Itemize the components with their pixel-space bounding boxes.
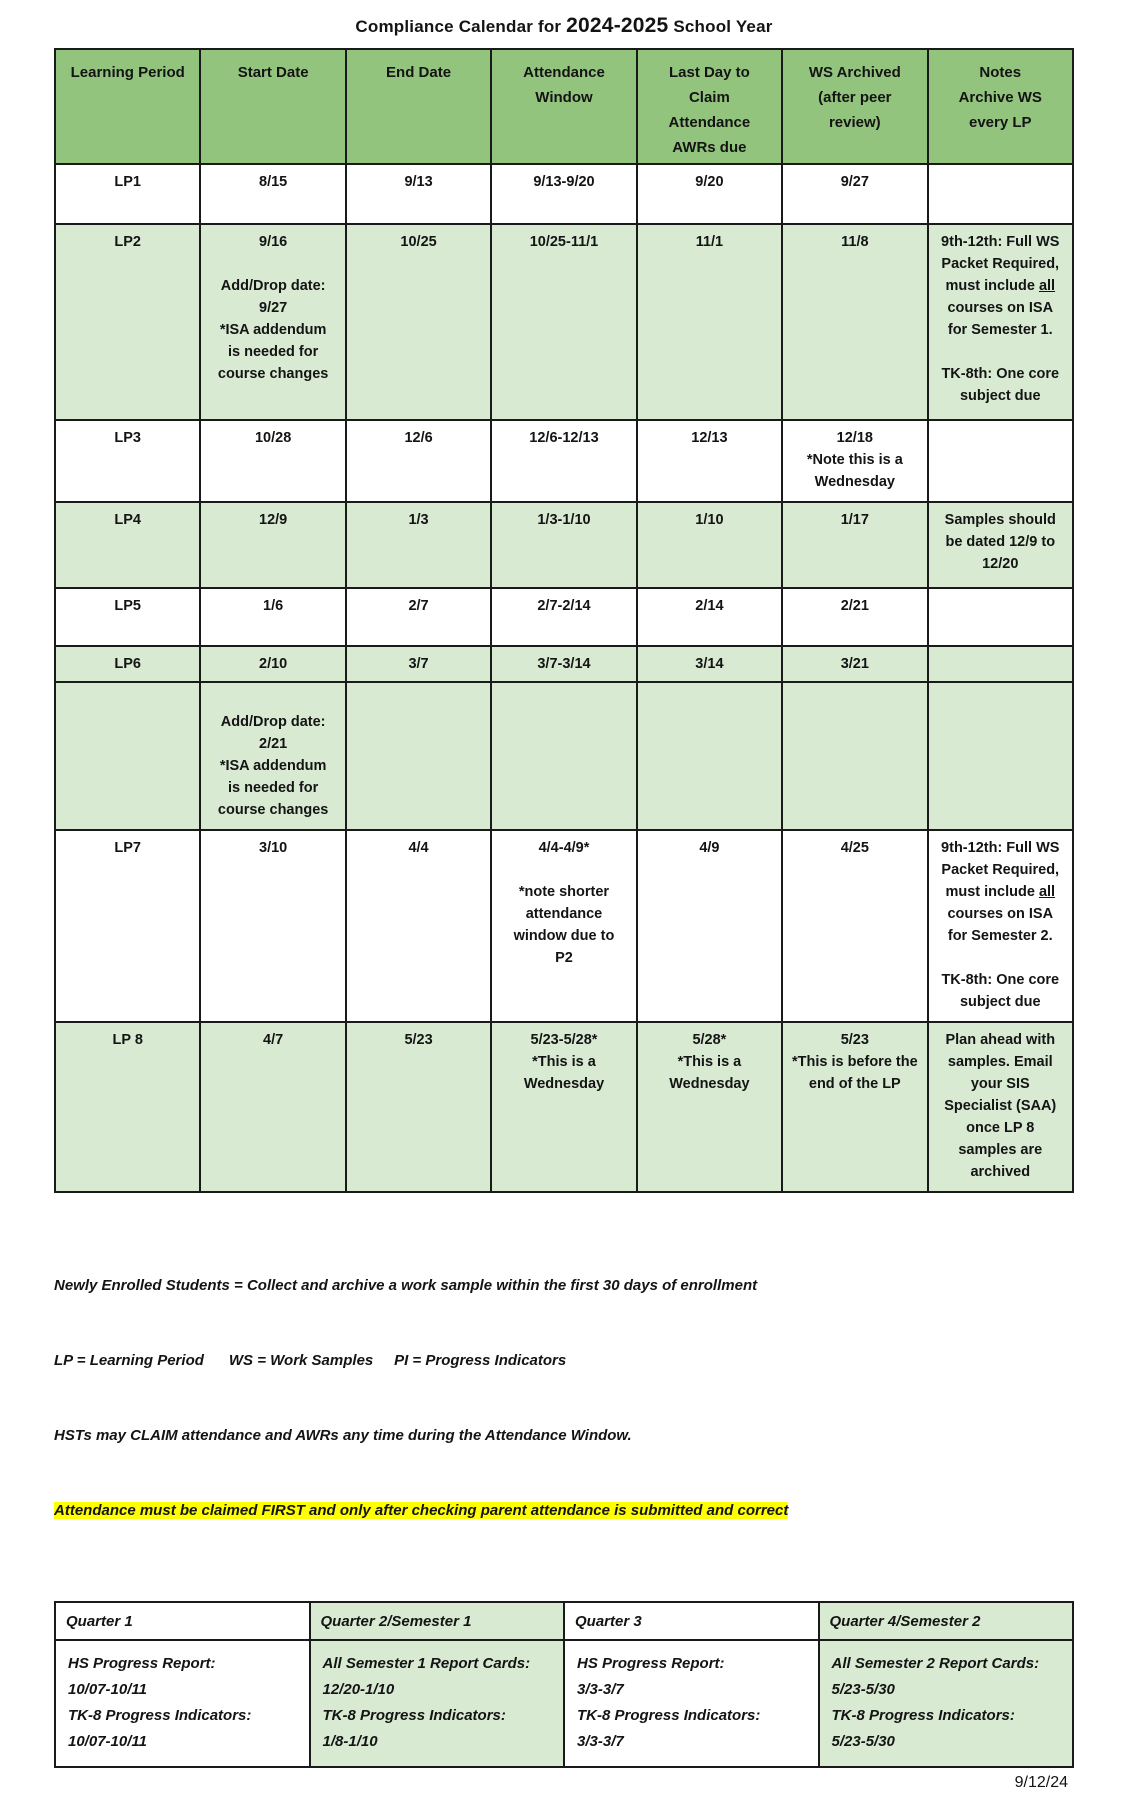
cell-line: Packet Required, — [941, 862, 1060, 878]
cell-line: 3/10 — [259, 840, 288, 856]
header-cell — [346, 49, 491, 164]
cell-line: subject due — [959, 388, 1041, 404]
table-cell — [346, 646, 491, 682]
table-cell — [928, 1022, 1073, 1192]
table-cell — [491, 224, 636, 420]
cell-line: 5/23 — [404, 1032, 433, 1048]
cell-line: 10/25 — [400, 234, 437, 250]
compliance-table-body — [55, 164, 1073, 1192]
quarter-2-header: Quarter 2/Semester 1 — [310, 1602, 565, 1640]
text-segment: must include — [945, 278, 1039, 294]
table-cell — [928, 502, 1073, 588]
notes-section — [54, 1223, 1074, 1573]
cell-line: Learning Period — [70, 64, 185, 81]
table-cell — [491, 164, 636, 224]
cell-line: for Semester 2. — [947, 928, 1053, 944]
cell-line — [207, 689, 338, 711]
cell-line: end of the LP — [808, 1076, 901, 1092]
cell-line: Attendance — [668, 114, 751, 131]
underlined-text: all — [1038, 278, 1056, 294]
table-row — [55, 224, 1073, 420]
quarter-line: 5/23-5/30 — [831, 1733, 895, 1750]
cell-line: 1/10 — [695, 512, 724, 528]
compliance-table-head — [55, 49, 1073, 164]
table-row — [55, 420, 1073, 502]
cell-line: course changes — [217, 802, 329, 818]
cell-line: 9/16 — [259, 234, 288, 250]
cell-line: 5/23 — [840, 1032, 869, 1048]
cell-line: 2/21 — [259, 736, 288, 752]
cell-line: 3/21 — [840, 656, 869, 672]
cell-line: LP4 — [114, 512, 141, 528]
quarter-line: 12/20-1/10 — [322, 1681, 395, 1698]
table-cell — [346, 830, 491, 1022]
cell-line: 4/7 — [263, 1032, 284, 1048]
table-cell — [637, 502, 782, 588]
cell-line: 4/25 — [840, 840, 869, 856]
cell-line: *ISA addendum — [219, 322, 327, 338]
cell-line: P2 — [555, 950, 573, 966]
cell-line: review) — [828, 114, 881, 131]
header-cell — [928, 49, 1073, 164]
table-cell — [55, 646, 200, 682]
cell-line: 9th-12th: Full WS — [941, 234, 1060, 250]
cell-line: 8/15 — [259, 174, 288, 190]
cell-line: 1/3 — [408, 512, 429, 528]
cell-line: 3/7-3/14 — [537, 656, 591, 672]
cell-line: Wednesday — [814, 474, 895, 490]
cell-line: 3/7 — [408, 656, 429, 672]
table-cell — [346, 682, 491, 830]
cell-line: 9/13 — [404, 174, 433, 190]
table-cell — [200, 502, 345, 588]
table-cell — [491, 420, 636, 502]
table-cell — [200, 164, 345, 224]
cell-line: 4/4-4/9* — [538, 840, 590, 856]
cell-line: your SIS — [970, 1076, 1030, 1092]
cell-line: 2/7-2/14 — [537, 598, 591, 614]
table-cell — [637, 646, 782, 682]
table-cell — [346, 502, 491, 588]
table-cell — [346, 588, 491, 646]
cell-line: Specialist (SAA) — [944, 1098, 1057, 1114]
table-row — [55, 1022, 1073, 1192]
table-cell — [782, 502, 927, 588]
cell-line: 2/14 — [695, 598, 724, 614]
cell-line: Attendance — [523, 64, 605, 81]
table-cell — [491, 830, 636, 1022]
quarter-line: HS Progress Report: — [68, 1655, 216, 1672]
underlined-text: all — [1038, 884, 1056, 900]
note-line-hst-claim: HSTs may CLAIM attendance and AWRs any time during the Attendance Window. — [54, 1427, 632, 1444]
cell-line — [207, 253, 338, 275]
cell-line: 12/18 — [836, 430, 873, 446]
table-cell — [928, 588, 1073, 646]
quarter-line: 5/23-5/30 — [831, 1681, 895, 1698]
text-segment: must include — [945, 884, 1039, 900]
table-cell — [55, 164, 200, 224]
table-row — [55, 588, 1073, 646]
cell-line: *This is a — [532, 1054, 596, 1070]
compliance-table — [54, 48, 1074, 1193]
cell-line: 1/3-1/10 — [537, 512, 591, 528]
table-cell — [782, 682, 927, 830]
table-cell — [637, 588, 782, 646]
cell-line: is needed for — [228, 780, 319, 796]
cell-line: attendance — [525, 906, 603, 922]
table-header-row — [55, 49, 1073, 164]
quarter-line: HS Progress Report: — [577, 1655, 725, 1672]
page-title — [54, 14, 1074, 38]
table-row — [55, 646, 1073, 682]
table-cell — [200, 588, 345, 646]
table-cell — [346, 1022, 491, 1192]
table-cell — [928, 646, 1073, 682]
header-cell — [782, 49, 927, 164]
quarter-line: TK-8 Progress Indicators: — [322, 1707, 506, 1724]
table-cell — [637, 164, 782, 224]
quarter-line: 3/3-3/7 — [577, 1733, 624, 1750]
quarter-1-header: Quarter 1 — [55, 1602, 310, 1640]
cell-line: LP2 — [114, 234, 141, 250]
cell-line — [498, 859, 629, 881]
cell-line: 12/13 — [691, 430, 728, 446]
table-cell — [200, 1022, 345, 1192]
cell-line: *This is before the — [791, 1054, 918, 1070]
cell-line: Packet Required, — [941, 256, 1060, 272]
cell-line: subject due — [959, 994, 1041, 1010]
cell-line: 9/27 — [840, 174, 869, 190]
cell-line: course changes — [217, 366, 329, 382]
quarter-3-header: Quarter 3 — [564, 1602, 819, 1640]
cell-line: Add/Drop date: — [220, 714, 326, 730]
quarter-line: 1/8-1/10 — [322, 1733, 378, 1750]
quarter-line: 10/07-10/11 — [68, 1733, 147, 1750]
table-cell — [55, 830, 200, 1022]
title-suffix: School Year — [673, 17, 773, 36]
cell-line: 12/9 — [259, 512, 288, 528]
cell-line: Samples should — [944, 512, 1056, 528]
cell-line: Add/Drop date: — [220, 278, 326, 294]
cell-line: for Semester 1. — [947, 322, 1053, 338]
header-cell — [200, 49, 345, 164]
table-cell — [782, 224, 927, 420]
header-cell — [491, 49, 636, 164]
cell-line: 9/13-9/20 — [533, 174, 595, 190]
cell-line: *This is a — [677, 1054, 742, 1070]
table-cell — [782, 164, 927, 224]
cell-line: window due to — [513, 928, 615, 944]
cell-line: TK-8th: One core — [941, 972, 1060, 988]
quarter-4-body — [819, 1640, 1074, 1767]
cell-line — [935, 881, 1066, 903]
cell-line: Start Date — [237, 64, 309, 81]
quarter-line: TK-8 Progress Indicators: — [68, 1707, 252, 1724]
table-cell — [200, 830, 345, 1022]
table-cell — [55, 420, 200, 502]
cell-line: courses on ISA — [947, 300, 1054, 316]
cell-line: Wednesday — [523, 1076, 605, 1092]
cell-line: End Date — [386, 64, 452, 81]
table-cell — [200, 224, 345, 420]
quarter-1-body — [55, 1640, 310, 1767]
table-row — [55, 502, 1073, 588]
table-cell — [55, 682, 200, 830]
cell-line: every LP — [968, 114, 1032, 131]
cell-line: be dated 12/9 to — [945, 534, 1056, 550]
table-cell — [928, 164, 1073, 224]
quarter-line: All Semester 1 Report Cards: — [322, 1655, 531, 1672]
cell-line: 2/21 — [840, 598, 869, 614]
table-row — [55, 830, 1073, 1022]
table-row — [55, 164, 1073, 224]
cell-line: *ISA addendum — [219, 758, 327, 774]
cell-line: samples. Email — [947, 1054, 1053, 1070]
quarters-header-row — [55, 1602, 1073, 1640]
table-cell — [928, 682, 1073, 830]
cell-line — [935, 947, 1066, 969]
cell-line: 1/17 — [840, 512, 869, 528]
cell-line: LP6 — [114, 656, 141, 672]
table-cell — [637, 682, 782, 830]
cell-line: 12/6 — [404, 430, 433, 446]
cell-line: (after peer — [818, 89, 892, 106]
cell-line: 9th-12th: Full WS — [941, 840, 1060, 856]
cell-line: AWRs due — [672, 139, 747, 156]
cell-line: once LP 8 — [966, 1120, 1035, 1136]
cell-line: LP5 — [114, 598, 141, 614]
quarter-line: 3/3-3/7 — [577, 1681, 624, 1698]
cell-line: Window — [535, 89, 593, 106]
cell-line: Notes — [979, 64, 1022, 81]
table-cell — [782, 830, 927, 1022]
table-cell — [928, 830, 1073, 1022]
cell-line: 2/10 — [259, 656, 288, 672]
highlighted-text: Attendance must be claimed FIRST and only after checking parent attendance is submitted and correct — [54, 1502, 789, 1519]
table-cell — [637, 1022, 782, 1192]
table-cell — [637, 420, 782, 502]
cell-line: 9/20 — [695, 174, 724, 190]
table-cell — [637, 830, 782, 1022]
quarters-body-row — [55, 1640, 1073, 1767]
table-cell — [782, 588, 927, 646]
table-cell — [55, 1022, 200, 1192]
cell-line: 1/6 — [263, 598, 284, 614]
table-cell — [782, 1022, 927, 1192]
cell-line: 3/14 — [695, 656, 724, 672]
cell-line: courses on ISA — [947, 906, 1054, 922]
quarter-3-body — [564, 1640, 819, 1767]
cell-line: Last Day to — [668, 64, 750, 81]
footer-date: 9/12/24 — [1014, 1774, 1068, 1791]
quarter-4-header: Quarter 4/Semester 2 — [819, 1602, 1074, 1640]
cell-line: Plan ahead with — [945, 1032, 1056, 1048]
cell-line — [935, 341, 1066, 363]
table-cell — [491, 1022, 636, 1192]
quarter-line: All Semester 2 Report Cards: — [831, 1655, 1040, 1672]
title-year: 2024-2025 — [566, 14, 669, 37]
table-cell — [491, 646, 636, 682]
table-cell — [200, 646, 345, 682]
cell-line: samples are — [958, 1142, 1043, 1158]
table-cell — [55, 588, 200, 646]
table-cell — [55, 224, 200, 420]
header-cell — [55, 49, 200, 164]
cell-line: LP1 — [114, 174, 141, 190]
cell-line: Claim — [688, 89, 730, 106]
cell-line: *note shorter — [518, 884, 610, 900]
table-cell — [55, 502, 200, 588]
cell-line: 5/28* — [692, 1032, 727, 1048]
table-cell — [782, 646, 927, 682]
cell-line: LP3 — [114, 430, 141, 446]
cell-line: 2/7 — [408, 598, 429, 614]
cell-line: 11/1 — [695, 234, 724, 250]
cell-line: is needed for — [228, 344, 319, 360]
table-row — [55, 682, 1073, 830]
cell-line: 9/27 — [259, 300, 288, 316]
note-line-legend: LP = Learning Period WS = Work Samples PI = Progress Indicators — [54, 1352, 567, 1369]
cell-line: 10/25-11/1 — [529, 234, 599, 250]
cell-line: 11/8 — [841, 234, 869, 250]
table-cell — [491, 682, 636, 830]
cell-line: 5/23-5/28* — [530, 1032, 598, 1048]
cell-line: WS Archived — [808, 64, 901, 81]
table-cell — [782, 420, 927, 502]
table-cell — [491, 588, 636, 646]
header-cell — [637, 49, 782, 164]
cell-line: 4/9 — [699, 840, 720, 856]
cell-line: archived — [970, 1164, 1031, 1180]
quarter-line: TK-8 Progress Indicators: — [577, 1707, 761, 1724]
table-cell — [200, 420, 345, 502]
table-cell — [200, 682, 345, 830]
table-cell — [928, 224, 1073, 420]
note-line-highlighted — [54, 1498, 1074, 1523]
cell-line: 4/4 — [408, 840, 429, 856]
cell-line: LP7 — [114, 840, 141, 856]
quarter-line: 10/07-10/11 — [68, 1681, 147, 1698]
table-cell — [346, 164, 491, 224]
cell-line: LP 8 — [112, 1032, 143, 1048]
cell-line: 10/28 — [254, 430, 292, 446]
table-cell — [491, 502, 636, 588]
cell-line: TK-8th: One core — [941, 366, 1060, 382]
cell-line: Archive WS — [958, 89, 1042, 106]
table-cell — [637, 224, 782, 420]
cell-line: Wednesday — [669, 1076, 750, 1092]
note-line-newly-enrolled: Newly Enrolled Students = Collect and archive a work sample within the first 30 days of enrollment — [54, 1277, 758, 1294]
title-prefix: Compliance Calendar for — [355, 17, 562, 36]
quarters-table — [54, 1601, 1074, 1768]
cell-line: *Note this is a — [806, 452, 903, 468]
cell-line — [935, 275, 1066, 297]
quarter-line: TK-8 Progress Indicators: — [831, 1707, 1015, 1724]
quarter-2-body — [310, 1640, 565, 1767]
table-cell — [346, 420, 491, 502]
table-cell — [928, 420, 1073, 502]
cell-line: 12/20 — [982, 556, 1019, 572]
table-cell — [346, 224, 491, 420]
cell-line: 12/6-12/13 — [529, 430, 599, 446]
